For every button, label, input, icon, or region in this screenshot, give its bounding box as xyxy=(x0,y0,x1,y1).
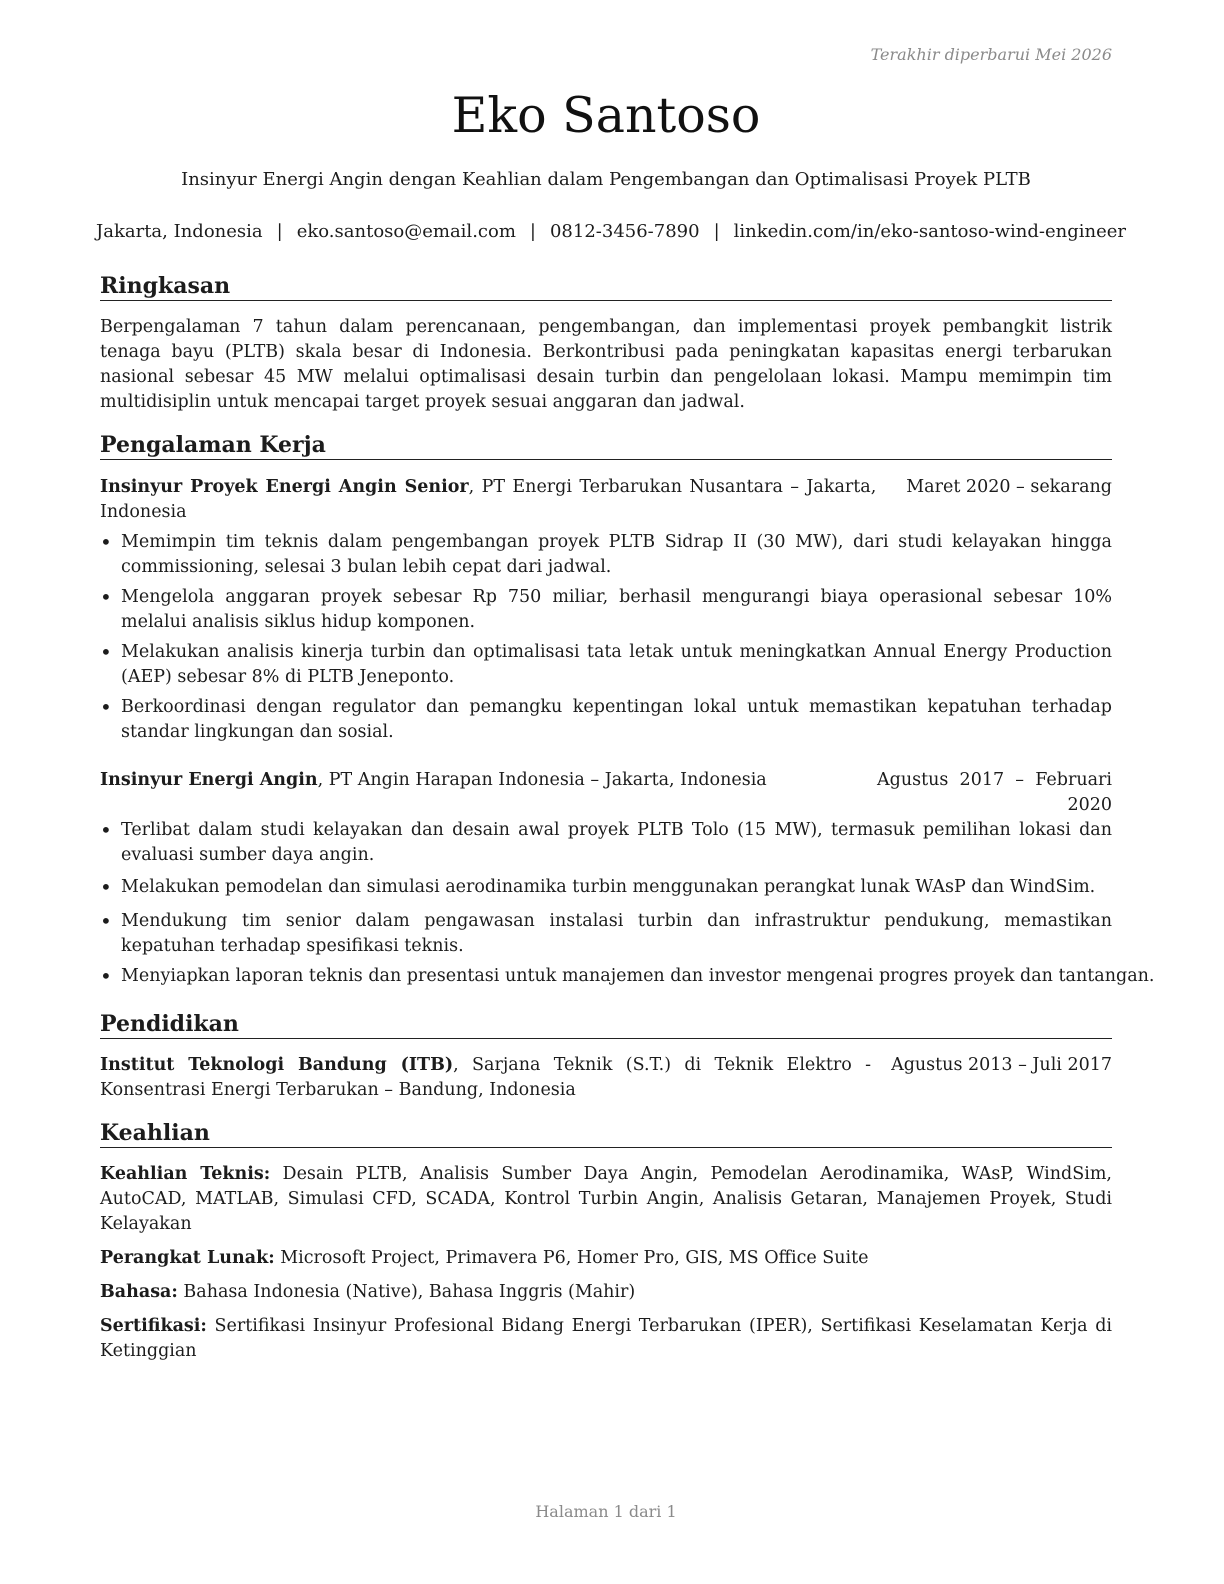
job-dates: Maret 2020 – sekarang xyxy=(906,477,1112,497)
skill-row xyxy=(100,1162,1112,1237)
last-updated: Terakhir diperbarui Mei 2026 xyxy=(870,45,1112,64)
job-header xyxy=(100,475,1112,525)
education-dates: Agustus 2013 – Juli 2017 xyxy=(891,1055,1112,1075)
skill-label: Sertifikasi: xyxy=(100,1316,207,1336)
job-header xyxy=(100,768,1112,815)
job-bullets xyxy=(100,530,1112,745)
experience-section xyxy=(100,431,1155,989)
contact-phone: 0812-3456-7890 xyxy=(549,221,700,242)
contact-separator: | xyxy=(276,221,283,242)
skill-value: Sertifikasi Insinyur Profesional Bidang Energi Terbarukan (IPER), Sertifikasi Keselamatan Kerja di Ketinggian xyxy=(100,1316,1112,1361)
education-school: Institut Teknologi Bandung (ITB) xyxy=(100,1055,454,1075)
list-item: • Melakukan pemodelan dan simulasi aerodinamika turbin menggunakan perangkat lunak WAsP dan WindSim. xyxy=(100,875,1112,900)
education-section xyxy=(100,1010,1112,1103)
contact-location: Jakarta, Indonesia xyxy=(96,221,263,242)
contact-separator: | xyxy=(713,221,720,242)
list-item: • Menyiapkan laporan teknis dan presentasi untuk manajemen dan investor mengenai progres proyek dan tantangan. xyxy=(100,964,1112,989)
job-role: Insinyur Energi Angin xyxy=(100,770,318,790)
list-item: • Melakukan analisis kinerja turbin dan optimalisasi tata letak untuk meningkatkan Annual Energy Production (AEP) sebesar 8% di PLTB Jeneponto. xyxy=(100,640,1112,690)
job-dates: Agustus 2017 – Februari 2020 xyxy=(877,770,1112,815)
contact-line xyxy=(96,220,1127,244)
list-item: • Memimpin tim teknis dalam pengembangan proyek PLTB Sidrap II (30 MW), dari studi kelayakan hingga commissioning, selesai 3 bulan lebih cepat dari jadwal. xyxy=(100,530,1112,580)
skill-label: Bahasa: xyxy=(100,1282,178,1302)
skill-row xyxy=(100,1280,1112,1305)
page-number: Halaman 1 dari 1 xyxy=(535,1502,677,1521)
contact-separator: | xyxy=(529,221,536,242)
skill-label: Perangkat Lunak: xyxy=(100,1248,275,1268)
resume-page xyxy=(96,0,1155,1584)
section-title-summary: Ringkasan xyxy=(100,272,1112,301)
job-bullets xyxy=(100,818,1155,989)
section-title-skills: Keahlian xyxy=(100,1119,1112,1148)
candidate-headline: Insinyur Energi Angin dengan Keahlian dalam Pengembangan dan Optimalisasi Proyek PLTB xyxy=(181,169,1031,190)
summary-text: Berpengalaman 7 tahun dalam perencanaan, pengembangan, dan implementasi proyek pembangkit listrik tenaga bayu (PLTB) skala besar di Indonesia. Berkontribusi pada peningkatan kapasitas energi terbarukan nasional sebesar 45 MW melalui optimalisasi desain turbin dan pengelolaan lokasi. Mampu memimpin tim multidisiplin untuk mencapai target proyek sesuai anggaran dan jadwal. xyxy=(100,317,1112,412)
skills-section xyxy=(100,1119,1112,1364)
skill-value: Microsoft Project, Primavera P6, Homer Pro, GIS, MS Office Suite xyxy=(274,1248,869,1268)
section-title-education: Pendidikan xyxy=(100,1010,1112,1039)
job-role: Insinyur Proyek Energi Angin Senior xyxy=(100,477,469,497)
skill-label: Keahlian Teknis: xyxy=(100,1164,271,1184)
section-title-experience: Pengalaman Kerja xyxy=(100,431,1112,460)
summary-section xyxy=(100,272,1112,415)
skill-row xyxy=(100,1314,1112,1364)
skill-value: Bahasa Indonesia (Native), Bahasa Inggris (Mahir) xyxy=(177,1282,636,1302)
candidate-name: Eko Santoso xyxy=(451,87,761,144)
contact-email[interactable]: eko.santoso@email.com xyxy=(296,221,516,242)
list-item: • Mengelola anggaran proyek sebesar Rp 750 miliar, berhasil mengurangi biaya operasional sebesar 10% melalui analisis siklus hidup komponen. xyxy=(100,585,1112,635)
contact-linkedin[interactable]: linkedin.com/in/eko-santoso-wind-engineer xyxy=(733,221,1127,242)
list-item: • Mendukung tim senior dalam pengawasan instalasi turbin dan infrastruktur pendukung, memastikan kepatuhan terhadap spesifikasi teknis. xyxy=(100,909,1112,959)
skill-value: Desain PLTB, Analisis Sumber Daya Angin, Pemodelan Aerodinamika, WAsP, WindSim, AutoCAD, MATLAB, Simulasi CFD, SCADA, Kontrol Turbin Angin, Analisis Getaran, Manajemen Proyek, Studi Kelayakan xyxy=(100,1164,1112,1234)
list-item: • Terlibat dalam studi kelayakan dan desain awal proyek PLTB Tolo (15 MW), termasuk pemilihan lokasi dan evaluasi sumber daya angin. xyxy=(100,818,1112,868)
education-detail: , Sarjana Teknik (S.T.) di Teknik Elektro - Konsentrasi Energi Terbarukan – Bandung, Indonesia xyxy=(100,1055,872,1100)
job-company: , PT Energi Terbarukan Nusantara – Jakarta, Indonesia xyxy=(100,477,877,522)
list-item: • Berkoordinasi dengan regulator dan pemangku kepentingan lokal untuk memastikan kepatuhan terhadap standar lingkungan dan sosial. xyxy=(100,695,1112,745)
education-entry xyxy=(100,1053,1112,1103)
skill-row xyxy=(100,1246,1112,1271)
job-company: , PT Angin Harapan Indonesia – Jakarta, Indonesia xyxy=(317,770,767,790)
